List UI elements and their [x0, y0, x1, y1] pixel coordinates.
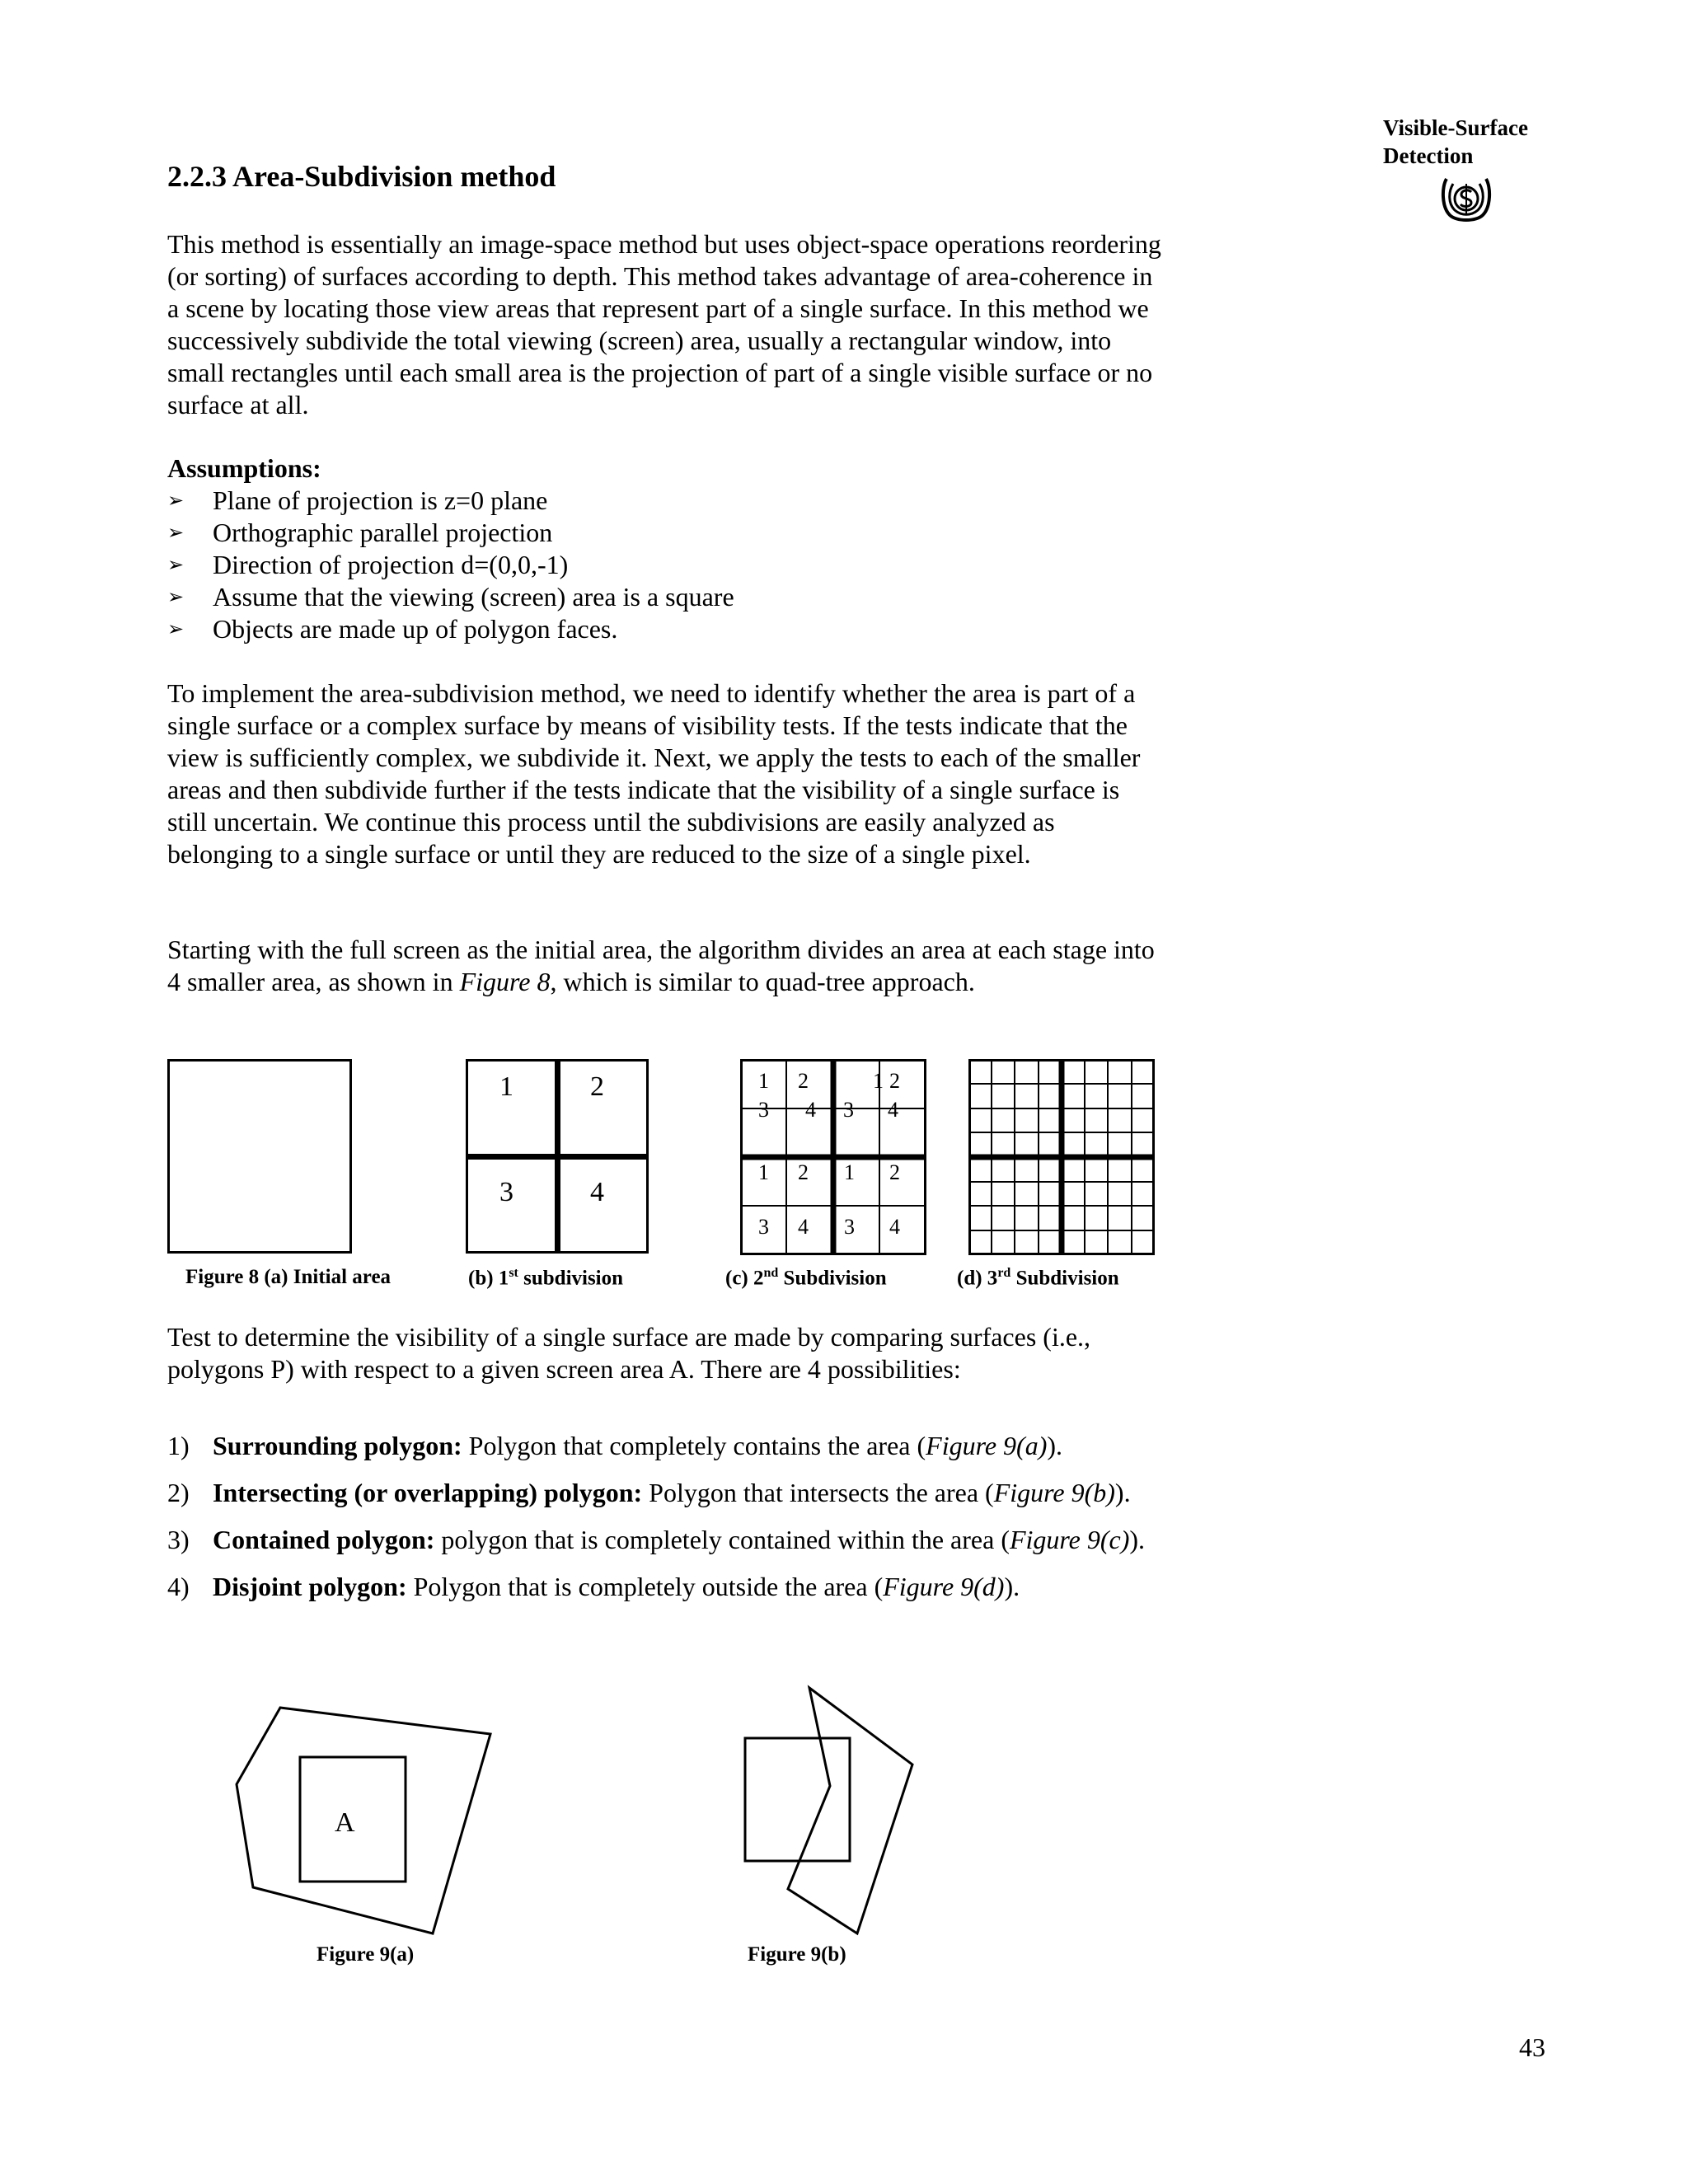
assumption-text: Assume that the viewing (screen) area is a square: [213, 582, 734, 612]
caption-text: (c) 2: [725, 1267, 764, 1290]
description-end: ).: [1129, 1525, 1146, 1554]
quadrant-label: 1: [758, 1160, 769, 1184]
quadrant-label: 1: [499, 1071, 513, 1102]
section-title: 2.2.3 Area-Subdivision method: [167, 160, 556, 193]
list-number: 4): [167, 1572, 190, 1601]
figure-9b-caption: Figure 9(b): [748, 1943, 846, 1966]
term: Contained polygon:: [213, 1525, 435, 1554]
assumption-text: Orthographic parallel projection: [213, 518, 553, 547]
quadrant-label: 2: [590, 1071, 604, 1102]
quadrant-label: 4: [888, 1098, 898, 1122]
intro-paragraph: This method is essentially an image-space method but uses object-space operations reordering (or sorting) of surfaces according to depth. This method takes advantage of area-coherence in a scene by locating those view areas that represent part of a single surface. In this method we successively subdivide the total viewing (screen) area, usually a rectangular window, into small rectangles until each small area is the projection of part of a single visible surface or no surface at all.: [167, 229, 1161, 419]
description: Polygon that is completely outside the area (: [406, 1572, 884, 1601]
caption-text: subdivision: [518, 1267, 624, 1290]
term: Surrounding polygon:: [213, 1431, 462, 1460]
figure-reference: Figure 9(b): [993, 1478, 1115, 1507]
quadrant-label: 3: [758, 1098, 769, 1122]
figure-8a-caption: Figure 8 (a) Initial area: [185, 1266, 392, 1288]
figure-reference: Figure 9(c): [1009, 1525, 1130, 1554]
running-head-line2: Detection: [1383, 143, 1474, 168]
caption-text: (b) 1: [468, 1267, 509, 1290]
quadrant-label: 2: [889, 1160, 900, 1184]
arrow-bullet-icon: ➢: [167, 585, 185, 608]
surrounding-polygon: [237, 1708, 490, 1933]
description: Polygon that completely contains the area (: [462, 1431, 926, 1460]
figure-reference: Figure 9(a): [926, 1431, 1048, 1460]
caption-sup: nd: [763, 1266, 779, 1280]
quadrant-label: 4: [889, 1215, 900, 1239]
caption-sup: rd: [997, 1266, 1011, 1280]
caption-text: Subdivision: [1010, 1267, 1119, 1290]
quadrant-label: 1: [873, 1069, 884, 1093]
quadrant-label: 3: [844, 1215, 855, 1239]
quadrant-label: 1: [844, 1160, 855, 1184]
description-end: ).: [1004, 1572, 1020, 1601]
figure-reference: Figure 9(d): [883, 1572, 1005, 1601]
caption-text: (d) 3: [957, 1267, 998, 1290]
description: Polygon that intersects the area (: [642, 1478, 994, 1507]
area-rect-9b: [745, 1738, 850, 1861]
caption-sup: st: [509, 1266, 518, 1280]
arrow-bullet-icon: ➢: [167, 617, 185, 640]
list-number: 2): [167, 1478, 190, 1507]
quadrant-label: 2: [889, 1069, 900, 1093]
quadrant-label: 4: [590, 1177, 604, 1207]
page-number: 43: [1519, 2032, 1545, 2062]
implementation-paragraph: To implement the area-subdivision method, we need to identify whether the area is part of a single surface or a complex surface by means of visibility tests. If the tests indicate that the view is sufficiently complex, we subdivide it. Next, we apply the tests to each of the smaller areas and then subdivide further if the tests indicate that the visibility of a single surface is still uncertain. We continue this process until the subdivisions are easily analyzed as belonging to a single surface or until they are reduced to the size of a single pixel.: [167, 678, 1141, 869]
list-number: 3): [167, 1525, 190, 1554]
figure-reference: Figure 8: [459, 967, 551, 996]
assumptions-heading: Assumptions:: [167, 453, 321, 483]
term: Disjoint polygon:: [213, 1572, 407, 1601]
description-end: ).: [1114, 1478, 1131, 1507]
description: polygon that is completely contained within the area (: [434, 1525, 1010, 1554]
quadrant-label: 3: [758, 1215, 769, 1239]
quadrant-label: 2: [798, 1160, 809, 1184]
test-paragraph: Test to determine the visibility of a single surface are made by comparing surfaces (i.e., polygons P) with respect to a given screen area A. There are 4 possibilities:: [167, 1322, 1091, 1384]
figure-9a-caption: Figure 9(a): [316, 1943, 415, 1966]
arrow-bullet-icon: ➢: [167, 489, 185, 512]
assumption-text: Objects are made up of polygon faces.: [213, 614, 618, 644]
quadrant-label: 2: [798, 1069, 809, 1093]
arrow-bullet-icon: ➢: [167, 521, 185, 544]
running-head-line1: Visible-Surface: [1383, 115, 1528, 140]
starting-text-end: , which is similar to quad-tree approach.: [550, 967, 975, 996]
quadrant-label: 4: [798, 1215, 809, 1239]
term: Intersecting (or overlapping) polygon:: [213, 1478, 643, 1507]
starting-text: Starting with the full screen as the initial area, the algorithm divides an area at each stage into 4 smaller area, as shown in: [167, 935, 1155, 996]
caption-text: Subdivision: [778, 1267, 887, 1290]
quadrant-label: 3: [843, 1098, 854, 1122]
list-number: 1): [167, 1431, 190, 1460]
area-label: A: [335, 1807, 355, 1838]
assumption-text: Direction of projection d=(0,0,-1): [213, 550, 569, 579]
quadrant-label: 4: [805, 1098, 816, 1122]
assumption-text: Plane of projection is z=0 plane: [213, 485, 548, 515]
quadrant-label: 1: [758, 1069, 769, 1093]
quadrant-label: 3: [499, 1177, 513, 1207]
arrow-bullet-icon: ➢: [167, 553, 185, 576]
description-end: ).: [1047, 1431, 1063, 1460]
